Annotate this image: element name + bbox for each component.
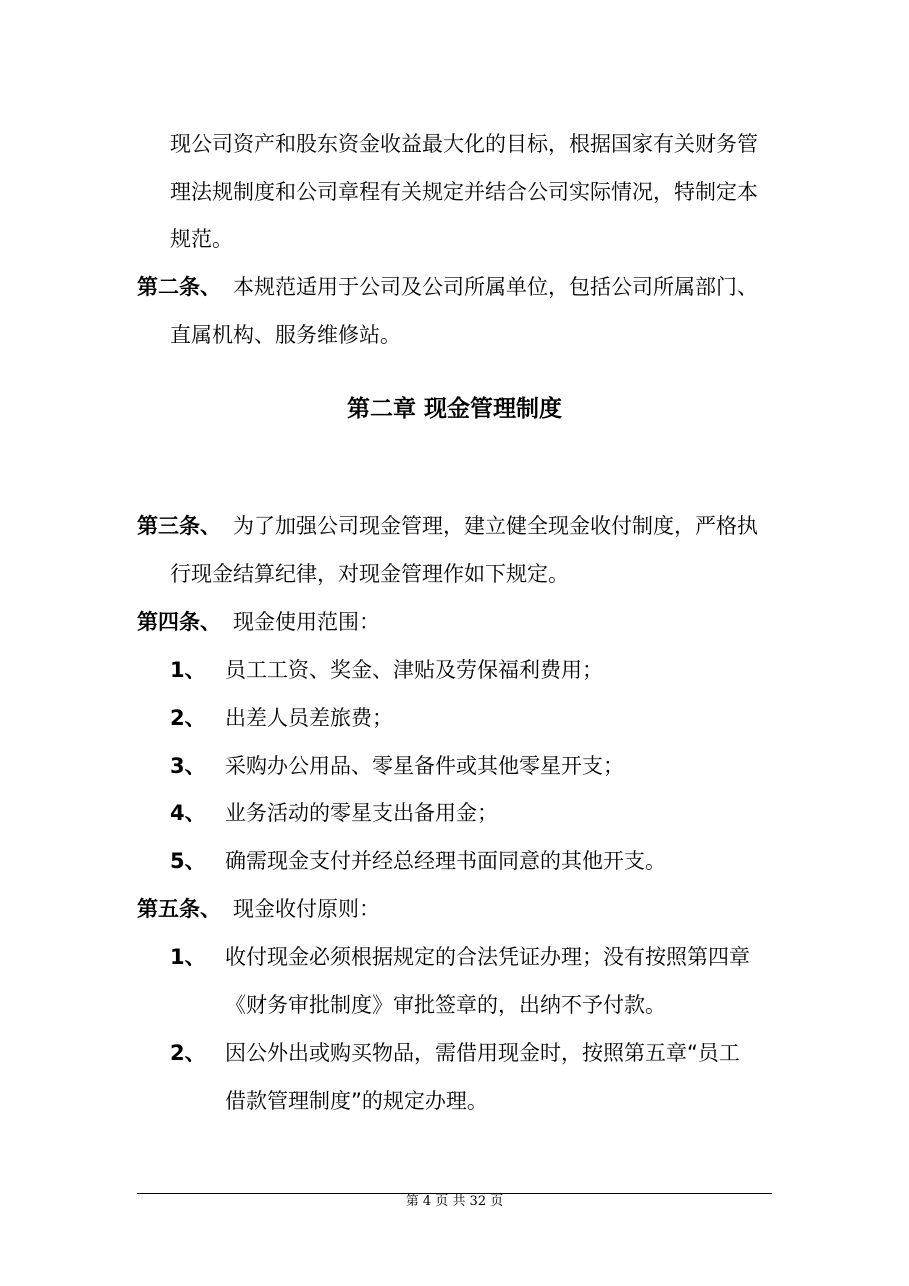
list-item-text: 借款管理制度”的规定办理。 (225, 1089, 488, 1113)
chapter-heading: 第二章 现金管理制度 (346, 396, 562, 422)
article-3-text: 为了加强公司现金管理，建立健全现金收付制度，严格执 (233, 514, 758, 538)
article-5-text: 现金收付原则： (233, 897, 380, 921)
article-4-text: 现金使用范围： (233, 610, 380, 634)
body-text-line: 理法规制度和公司章程有关规定并结合公司实际情况，特制定本 (170, 180, 758, 204)
list-item-text: 收付现金必须根据规定的合法凭证办理；没有按照第四章 (225, 945, 750, 969)
list-item-number: 4、 (170, 801, 206, 825)
list-item-number: 1、 (170, 658, 206, 682)
list-item-number: 5、 (170, 849, 206, 873)
list-item-text: 业务活动的零星支出备用金； (225, 801, 498, 825)
body-text-line: 现公司资产和股东资金收益最大化的目标，根据国家有关财务管 (170, 132, 758, 156)
article-4-label: 第四条、 (137, 610, 221, 634)
list-item-number: 2、 (170, 706, 206, 730)
body-text-line: 规范。 (170, 227, 233, 251)
article-2-text: 直属机构、服务维修站。 (170, 323, 401, 347)
list-item-text: 出差人员差旅费； (225, 706, 393, 730)
article-5-label: 第五条、 (137, 897, 221, 921)
list-item-text: 采购办公用品、零星备件或其他零星开支； (225, 754, 624, 778)
article-3-text: 行现金结算纪律，对现金管理作如下规定。 (170, 562, 569, 586)
list-item-number: 3、 (170, 754, 206, 778)
article-3-label: 第三条、 (137, 514, 221, 538)
list-item-text: 员工工资、奖金、津贴及劳保福利费用； (225, 658, 603, 682)
list-item-number: 1、 (170, 945, 206, 969)
list-item-text: 确需现金支付并经总经理书面同意的其他开支。 (225, 849, 666, 873)
page-number: 第 4 页 共 32 页 (405, 1194, 504, 1209)
list-item-number: 2、 (170, 1041, 206, 1065)
article-2-text: 本规范适用于公司及公司所属单位，包括公司所属部门、 (233, 275, 758, 299)
list-item-text: 《财务审批制度》审批签章的，出纳不予付款。 (225, 993, 666, 1017)
list-item-text: 因公外出或购买物品，需借用现金时，按照第五章“员工 (225, 1041, 740, 1065)
article-2-label: 第二条、 (137, 275, 221, 299)
